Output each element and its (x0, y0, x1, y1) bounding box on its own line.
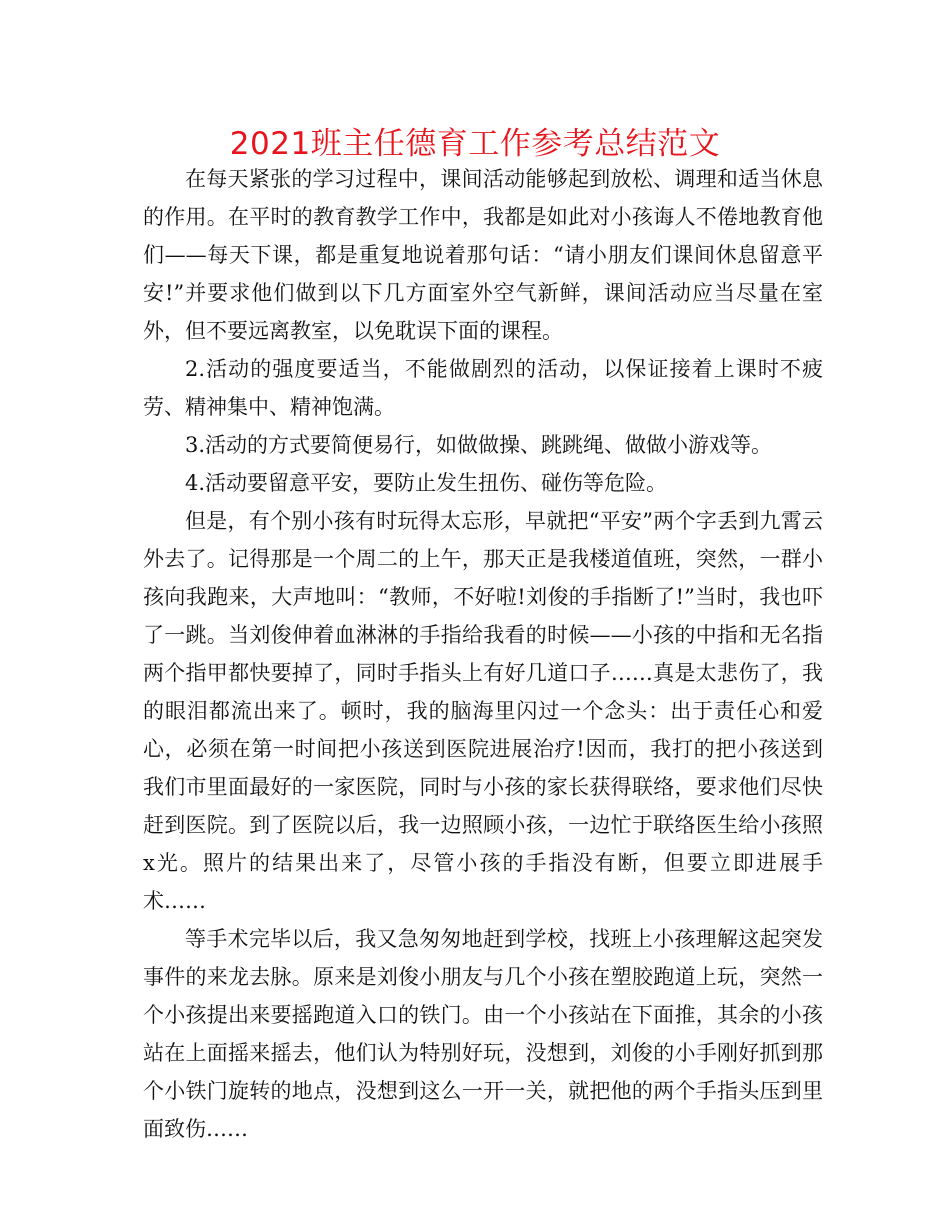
paragraph-4: 4.活动要留意平安，要防止发生扭伤、碰伤等危险。 (185, 471, 668, 495)
paragraph-1: 在每天紧张的学习过程中，课间活动能够起到放松、调理和适当休息的作用。在平时的教育教学工作中，我都是如此对小孩诲人不倦地教育他们——每天下课，都是重复地说着那句话：“请小朋友们课间休息留意平安!”并要求他们做到以下几方面室外空气新鲜，课间活动应当尽量在室外，但不要远离教室，以免耽误下面的课程。 (143, 167, 823, 343)
document-body (143, 160, 823, 1148)
paragraph-3: 3.活动的方式要简便易行，如做做操、跳跳绳、做做小游戏等。 (185, 433, 773, 457)
document-title: 2021班主任德育工作参考总结范文 (229, 126, 721, 162)
paragraph-6: 等手术完毕以后，我又急匆匆地赶到学校，找班上小孩理解这起突发事件的来龙去脉。原来是刘俊小朋友与几个小孩在塑胶跑道上玩，突然一个小孩提出来要摇跑道入口的铁门。由一个小孩站在下面推，其余的小孩站在上面摇来摇去，他们认为特别好玩，没想到，刘俊的小手刚好抓到那个小铁门旋转的地点，没想到这么一开一关，就把他的两个手指头压到里面致伤…… (143, 927, 823, 1141)
paragraph-2: 2.活动的强度要适当，不能做剧烈的活动，以保证接着上课时不疲劳、精神集中、精神饱满。 (143, 357, 823, 419)
paragraph-5: 但是，有个别小孩有时玩得太忘形，早就把“平安”两个字丢到九霄云外去了。记得那是一个周二的上午，那天正是我楼道值班，突然，一群小孩向我跑来，大声地叫：“教师，不好啦!刘俊的手指断了!”当时，我也吓了一跳。当刘俊伸着血淋淋的手指给我看的时候——小孩的中指和无名指两个指甲都快要掉了，同时手指头上有好几道口子……真是太悲伤了，我的眼泪都流出来了。顿时，我的脑海里闪过一个念头：出于责任心和爱心，必须在第一时间把小孩送到医院进展治疗!因而，我打的把小孩送到我们市里面最好的一家医院，同时与小孩的家长获得联络，要求他们尽快赶到医院。到了医院以后，我一边照顾小孩，一边忙于联络医生给小孩照x光。照片的结果出来了，尽管小孩的手指没有断，但要立即进展手术…… (143, 509, 823, 913)
